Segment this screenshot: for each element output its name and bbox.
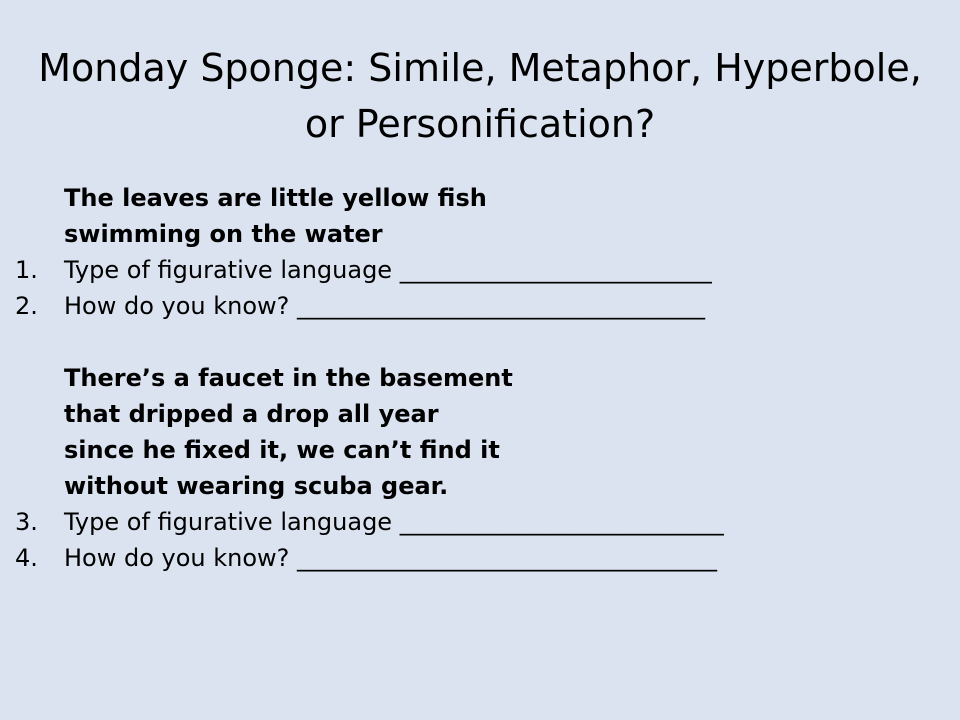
question-3-text: Type of figurative language ___________________________ (64, 508, 724, 536)
poem-1-line-2: swimming on the water (64, 220, 383, 248)
spacer (0, 324, 960, 360)
question-1-text: Type of figurative language __________________________ (64, 256, 712, 284)
question-1 (0, 252, 960, 288)
poem-2-line-3: since he fixed it, we can’t find it (64, 436, 500, 464)
question-2 (0, 288, 960, 324)
question-1-number: 1. (15, 256, 38, 284)
question-4 (0, 540, 960, 576)
question-4-number: 4. (15, 544, 38, 572)
question-2-text: How do you know? __________________________________ (64, 292, 706, 320)
poem-2-line-2: that dripped a drop all year (64, 400, 439, 428)
question-3 (0, 504, 960, 540)
title-line-1: Monday Sponge: Simile, Metaphor, Hyperbole, (38, 46, 922, 90)
poem-2-line-4: without wearing scuba gear. (64, 472, 449, 500)
slide-body (0, 180, 960, 576)
question-2-number: 2. (15, 292, 38, 320)
slide-title (0, 40, 960, 152)
question-4-text: How do you know? ___________________________________ (64, 544, 718, 572)
title-line-2: or Personification? (304, 102, 656, 146)
question-3-number: 3. (15, 508, 38, 536)
poem-1-line-1: The leaves are little yellow fish (64, 184, 487, 212)
poem-2-line-1: There’s a faucet in the basement (64, 364, 513, 392)
